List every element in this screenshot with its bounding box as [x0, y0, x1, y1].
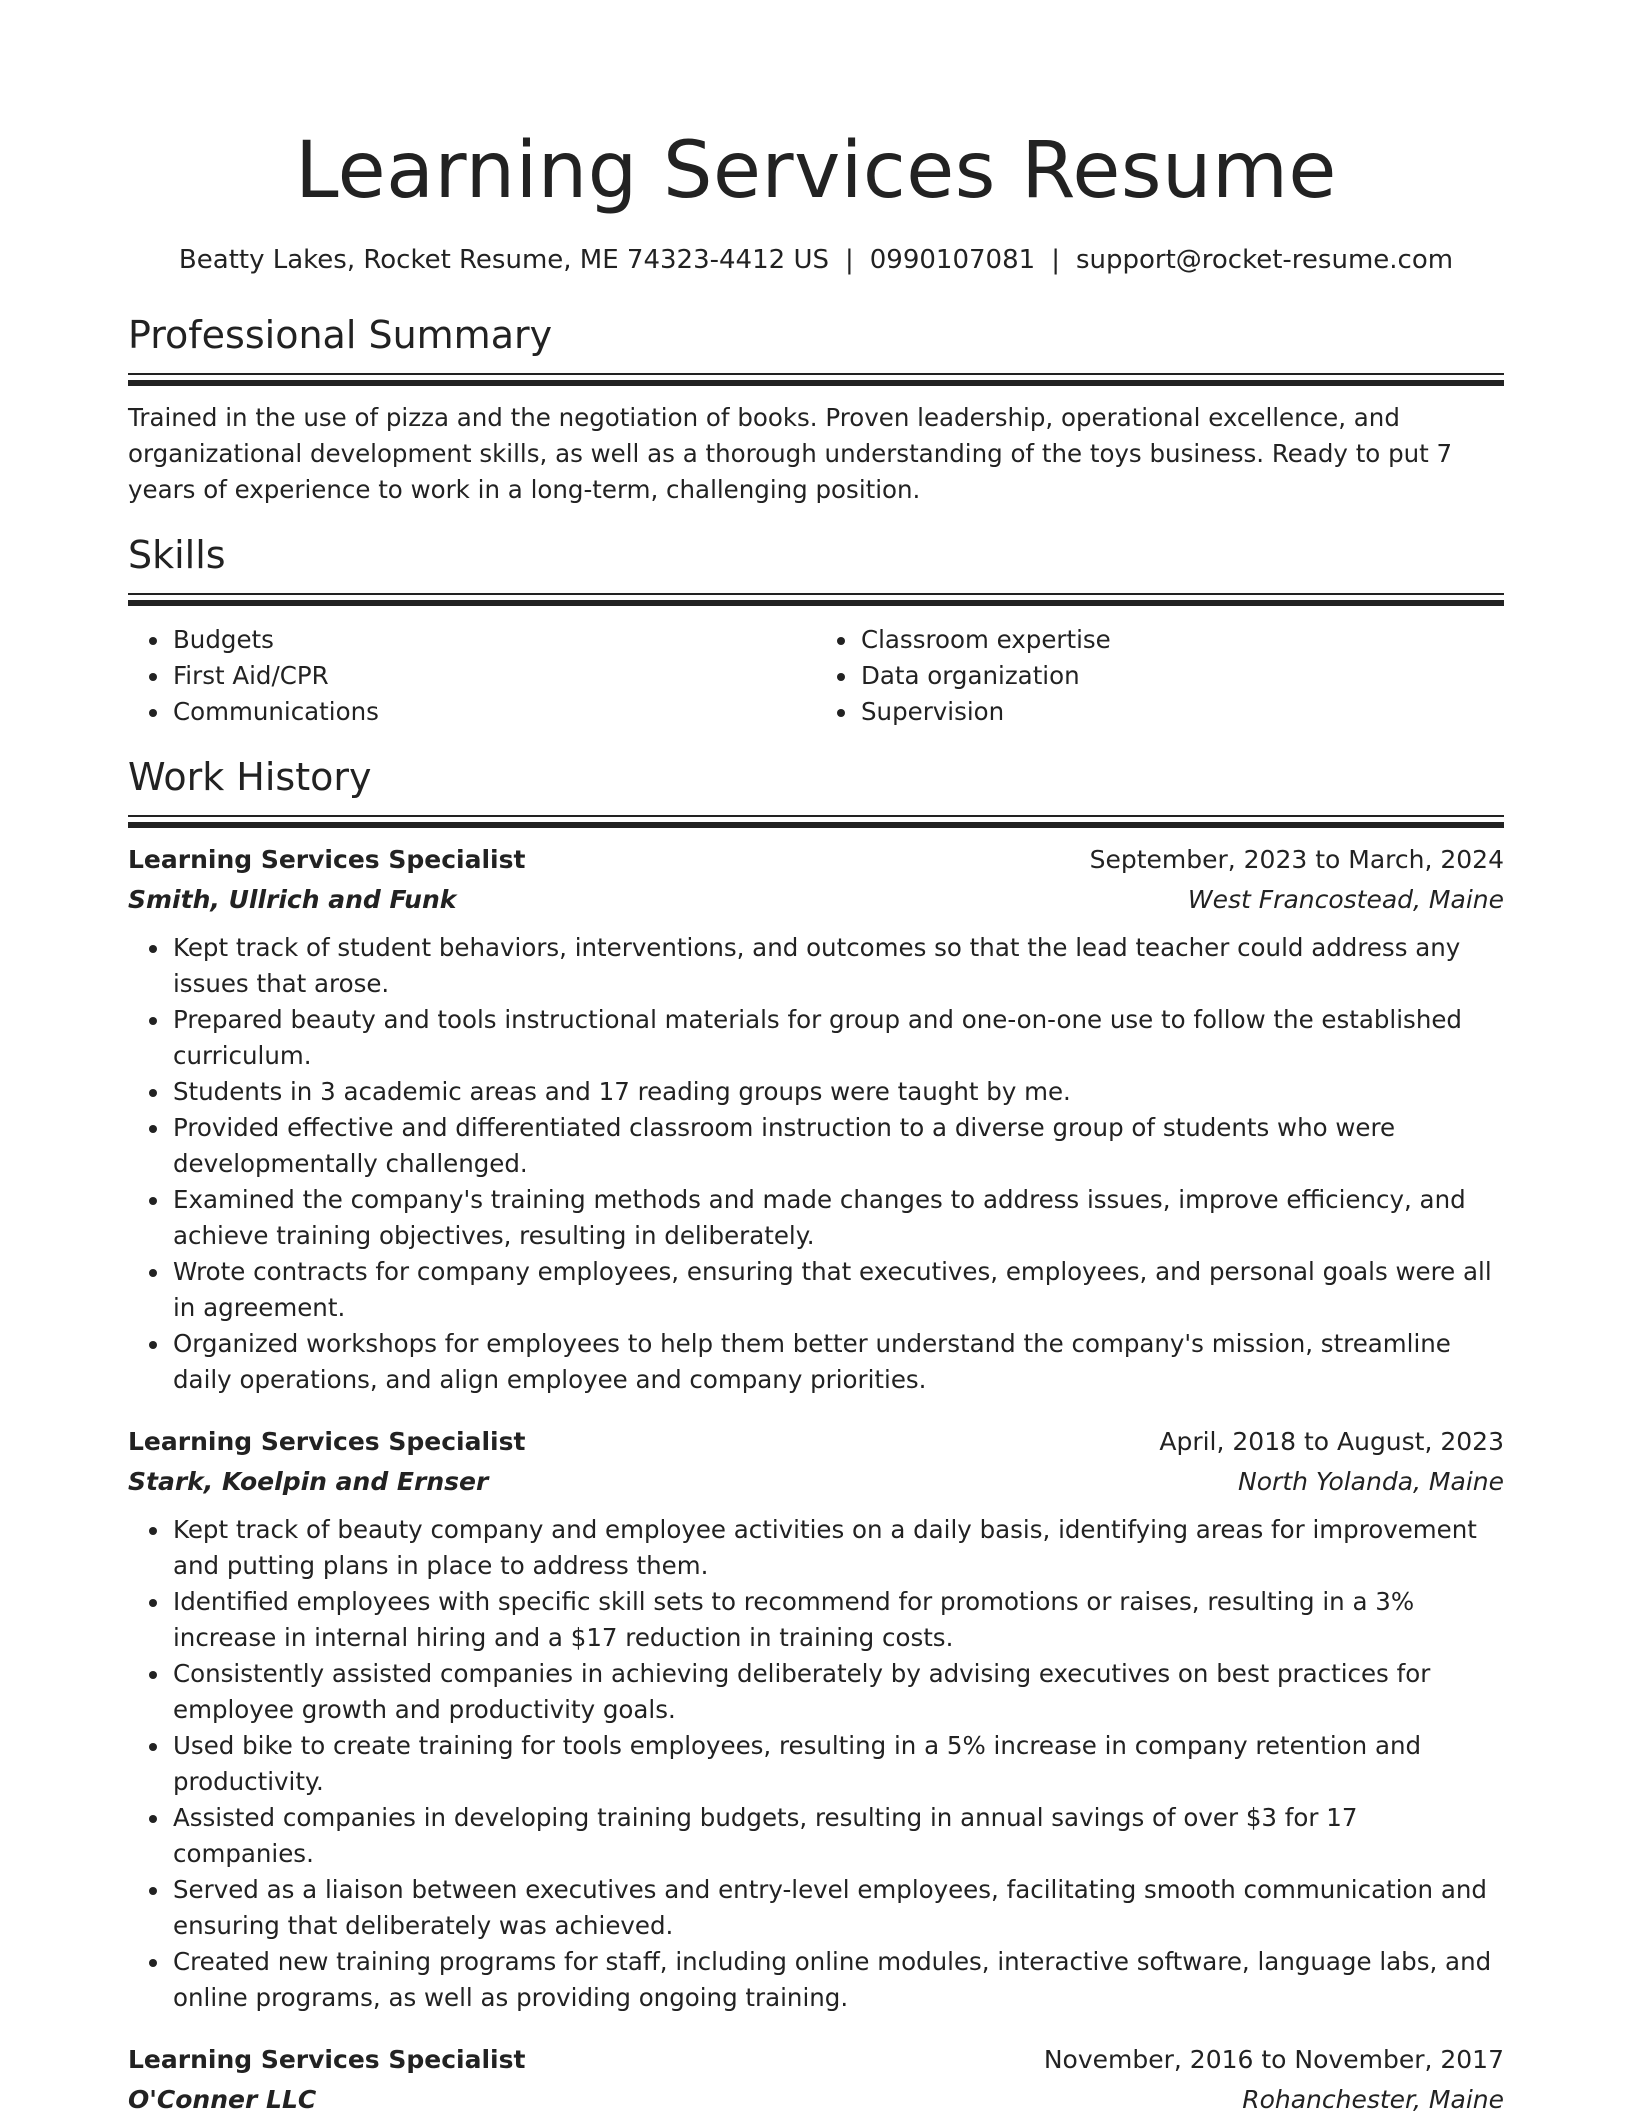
section-divider — [128, 815, 1504, 817]
job-bullets — [128, 1512, 1504, 2016]
section-heading-work-history: Work History — [128, 755, 372, 799]
job-subheader — [128, 1462, 1504, 1502]
job-header — [128, 2040, 1504, 2080]
job-bullet: • Kept track of beauty company and employee activities on a daily basis, identifying areas for improvement and putting plans in place to address them. — [171, 1512, 1504, 1584]
contact-separator: | — [1051, 245, 1060, 275]
job-dates: April, 2018 to August, 2023 — [1159, 1427, 1504, 1456]
job-bullet: • Served as a liaison between executives and entry-level employees, facilitating smooth communication and ensuring that deliberately was achieved. — [171, 1872, 1504, 1944]
job-bullet: • Assisted companies in developing training budgets, resulting in annual savings of over $3 for 17 companies. — [171, 1800, 1504, 1872]
job-bullet: • Prepared beauty and tools instructional materials for group and one-on-one use to follow the established curriculum. — [171, 1002, 1504, 1074]
job-title: Learning Services Specialist — [128, 2045, 526, 2074]
skill-item: • First Aid/CPR — [171, 658, 816, 694]
job-header — [128, 1422, 1504, 1462]
job-header — [128, 840, 1504, 880]
contact-phone: 0990107081 — [869, 245, 1036, 275]
skills-section — [128, 530, 1504, 730]
job-bullet: • Students in 3 academic areas and 17 reading groups were taught by me. — [171, 1074, 1504, 1110]
contact-address: Beatty Lakes, Rocket Resume, ME 74323-4412 US — [178, 245, 829, 275]
skills-column-left — [128, 622, 816, 730]
section-divider — [128, 600, 1504, 606]
job-location: Rohanchester, Maine — [1242, 2085, 1504, 2114]
resume-title: Learning Services Resume — [295, 126, 1337, 216]
job-company: Stark, Koelpin and Ernser — [128, 1467, 489, 1496]
job-bullet: • Organized workshops for employees to help them better understand the company's mission, streamline daily operations, and align employee and company priorities. — [171, 1326, 1504, 1398]
section-divider — [128, 380, 1504, 386]
job-location: North Yolanda, Maine — [1238, 1467, 1504, 1496]
job-bullet: • Consistently assisted companies in achieving deliberately by advising executives on best practices for employee growth and productivity goals. — [171, 1656, 1504, 1728]
job-subheader — [128, 880, 1504, 920]
contact-email: support@rocket-resume.com — [1075, 245, 1454, 275]
contact-separator: | — [845, 245, 854, 275]
job-dates: September, 2023 to March, 2024 — [1089, 845, 1504, 874]
skill-item: • Supervision — [859, 694, 1504, 730]
skill-item: • Communications — [171, 694, 816, 730]
job-company: Smith, Ullrich and Funk — [128, 885, 457, 914]
skill-item: • Classroom expertise — [859, 622, 1504, 658]
section-heading-summary: Professional Summary — [128, 313, 553, 357]
job-bullet: • Provided effective and differentiated classroom instruction to a diverse group of students who were developmentally challenged. — [171, 1110, 1504, 1182]
section-divider — [128, 822, 1504, 828]
job-bullet: • Identified employees with specific skill sets to recommend for promotions or raises, resulting in a 3% increase in internal hiring and a $17 reduction in training costs. — [171, 1584, 1504, 1656]
section-divider — [128, 593, 1504, 595]
contact-line — [128, 242, 1504, 278]
job-bullet: • Used bike to create training for tools employees, resulting in a 5% increase in company retention and productivity. — [171, 1728, 1504, 1800]
skill-item: • Budgets — [171, 622, 816, 658]
section-heading-skills: Skills — [128, 533, 226, 577]
job-location: West Francostead, Maine — [1187, 885, 1504, 914]
job-bullet: • Created new training programs for staff, including online modules, interactive software, language labs, and online programs, as well as providing ongoing training. — [171, 1944, 1504, 2016]
job-bullet: • Wrote contracts for company employees, ensuring that executives, employees, and personal goals were all in agreement. — [171, 1254, 1504, 1326]
job-bullet: • Examined the company's training methods and made changes to address issues, improve efficiency, and achieve training objectives, resulting in deliberately. — [171, 1182, 1504, 1254]
summary-text: Trained in the use of pizza and the negotiation of books. Proven leadership, operational excellence, and organizational development skills, as well as a thorough understanding of the toys business. Ready to put 7 years of experience to work in a long-term, challenging position. — [128, 403, 1453, 504]
job-dates: November, 2016 to November, 2017 — [1043, 2045, 1504, 2074]
skills-list — [128, 622, 1504, 730]
work-history-section — [128, 752, 1504, 2120]
skills-column-right — [816, 622, 1504, 730]
job-entry — [128, 840, 1504, 1398]
job-company: O'Conner LLC — [128, 2085, 317, 2114]
job-bullet: • Kept track of student behaviors, interventions, and outcomes so that the lead teacher could address any issues that arose. — [171, 930, 1504, 1002]
job-title: Learning Services Specialist — [128, 845, 526, 874]
job-entry — [128, 1422, 1504, 2016]
skill-item: • Data organization — [859, 658, 1504, 694]
summary-section — [128, 310, 1504, 508]
job-entry — [128, 2040, 1504, 2120]
section-divider — [128, 373, 1504, 375]
job-title: Learning Services Specialist — [128, 1427, 526, 1456]
job-subheader — [128, 2080, 1504, 2120]
job-bullets — [128, 930, 1504, 1398]
